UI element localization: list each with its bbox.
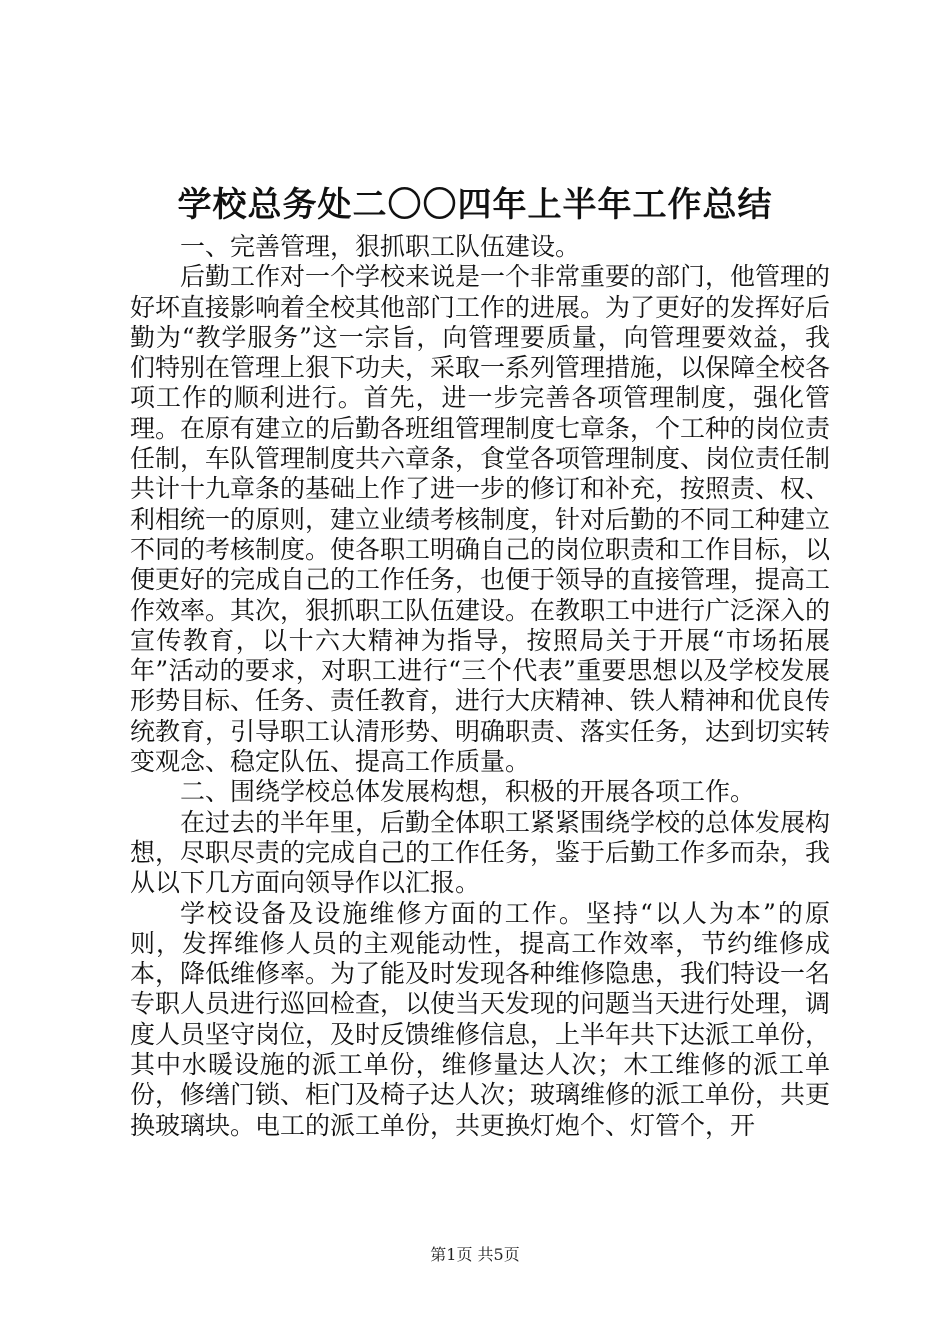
document-body <box>130 232 830 1141</box>
body-paragraph: 后勤工作对一个学校来说是一个非常重要的部门，他管理的好坏直接影响着全校其他部门工作的进展。为了更好的发挥好后勤为“教学服务”这一宗旨，向管理要质量，向管理要效益，我们特别在管理上狠下功夫，采取一系列管理措施，以保障全校各项工作的顺利进行。首先，进一步完善各项管理制度，强化管理。在原有建立的后勤各班组管理制度七章条，个工种的岗位责任制，车队管理制度共六章条，食堂各项管理制度、岗位责任制共计十九章条的基础上作了进一步的修订和补充，按照责、权、利相统一的原则，建立业绩考核制度，针对后勤的不同工种建立不同的考核制度。使各职工明确自己的岗位职责和工作目标，以便更好的完成自己的工作任务，也便于领导的直接管理，提高工作效率。其次，狠抓职工队伍建设。在教职工中进行广泛深入的宣传教育，以十六大精神为指导，按照局关于开展“市场拓展年”活动的要求，对职工进行“三个代表”重要思想以及学校发展形势目标、任务、责任教育，进行大庆精神、铁人精神和优良传统教育，引导职工认清形势、明确职责、落实任务，达到切实转变观念、稳定队伍、提高工作质量。 <box>130 262 831 777</box>
body-paragraph: 学校设备及设施维修方面的工作。坚持“以人为本”的原则，发挥维修人员的主观能动性，提高工作效率，节约维修成本，降低维修率。为了能及时发现各种维修隐患，我们特设一名专职人员进行巡回检查，以使当天发现的问题当天进行处理，调度人员坚守岗位，及时反馈维修信息，上半年共下达派工单份，其中水暖设施的派工单份，维修量达人次；木工维修的派工单份，修缮门锁、柜门及椅子达人次；玻璃维修的派工单份，共更换玻璃块。电工的派工单份，共更换灯炮个、灯管个，开 <box>130 898 831 1140</box>
body-paragraph: 在过去的半年里，后勤全体职工紧紧围绕学校的总体发展构想，尽职尽责的完成自己的工作任务，鉴于后勤工作多而杂，我从以下几方面向领导作以汇报。 <box>130 807 831 898</box>
section-heading-1: 一、完善管理，狠抓职工队伍建设。 <box>180 232 581 261</box>
section-heading-2: 二、围绕学校总体发展构想，积极的开展各项工作。 <box>180 777 756 807</box>
page-footer: 第1页 共5页 <box>430 1245 520 1264</box>
document-title: 学校总务处二〇〇四年上半年工作总结 <box>177 185 773 225</box>
